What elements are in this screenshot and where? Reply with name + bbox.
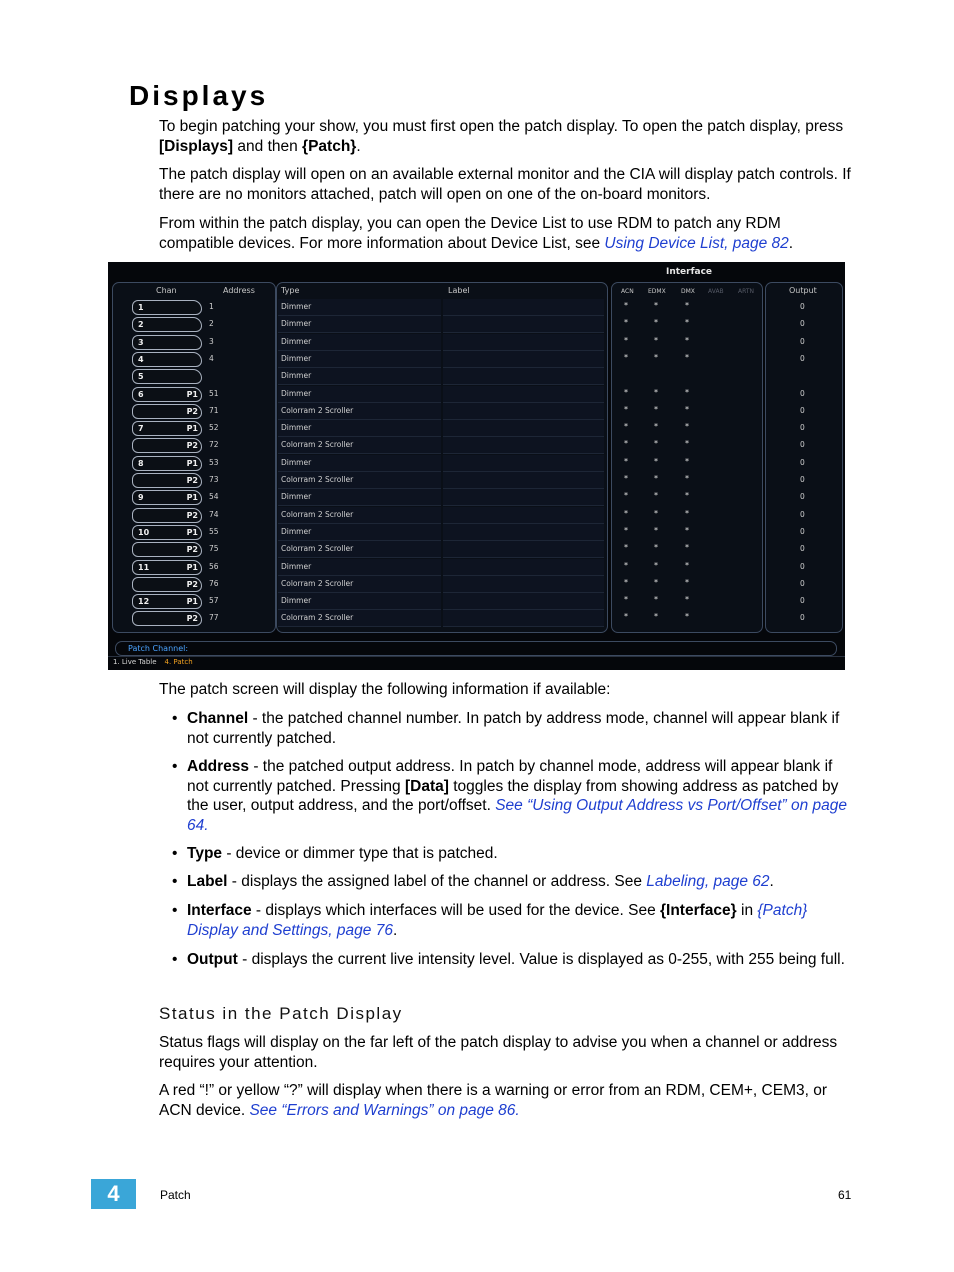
output-cell: 0	[800, 475, 805, 484]
port-label: P2	[186, 441, 198, 451]
channel-number: 12	[138, 597, 150, 607]
channel-number: 7	[138, 424, 144, 434]
address-cell: 54	[209, 492, 219, 502]
interface-flag: *	[654, 543, 658, 553]
type-cell: Colorram 2 Scroller	[281, 613, 354, 623]
address-cell: 77	[209, 613, 219, 623]
channel-number: 10	[138, 527, 150, 537]
label-cell[interactable]	[443, 507, 604, 524]
address-cell: 72	[209, 440, 219, 450]
address-cell: 75	[209, 544, 219, 554]
label-cell[interactable]	[443, 472, 604, 489]
label-header[interactable]: Label	[448, 286, 470, 295]
port-label: P2	[186, 406, 198, 416]
output-address-link[interactable]: See “Using Output Address vs Port/Offset” on page 64.	[187, 797, 847, 834]
interface-flag: *	[624, 560, 628, 570]
label-cell[interactable]	[443, 316, 604, 333]
type-cell: Dimmer	[281, 526, 312, 536]
tab-live-table[interactable]: 1. Live Table	[113, 658, 157, 666]
table-row[interactable]	[108, 576, 845, 593]
label-cell[interactable]	[443, 559, 604, 576]
label-cell[interactable]	[443, 420, 604, 437]
interface-flag: *	[654, 404, 658, 414]
table-row[interactable]	[108, 489, 845, 506]
address-cell: 71	[209, 405, 219, 415]
intro-paragraph-2: The patch display will open on an available external monitor and the CIA will display patch controls. If there are no monitors attached, patch will open on one of the on-board monitors.	[159, 166, 851, 203]
channel-button[interactable]	[132, 369, 202, 384]
interface-flag: *	[654, 301, 658, 310]
output-cell: 0	[800, 526, 805, 536]
channel-button[interactable]	[132, 508, 202, 523]
label-cell[interactable]	[443, 455, 604, 472]
port-label: P1	[186, 493, 198, 503]
patch-rows	[108, 262, 845, 670]
address-cell: 57	[209, 596, 219, 606]
channel-button[interactable]	[132, 594, 202, 609]
output-cell: 0	[800, 388, 805, 398]
interface-flag: *	[654, 612, 658, 622]
address-cell: 3	[209, 336, 214, 346]
interface-flag: *	[624, 543, 628, 553]
intro-paragraph-1: To begin patching your show, you must first open the patch display. To open the patch display, press [Displays] and then {Patch}.	[159, 118, 844, 155]
interface-flag: *	[654, 422, 658, 432]
label-cell[interactable]	[443, 524, 604, 541]
channel-button[interactable]	[132, 300, 202, 315]
interface-flag: *	[685, 508, 689, 518]
address-cell: 55	[209, 526, 219, 536]
type-cell: Colorram 2 Scroller	[281, 509, 354, 519]
chan-header[interactable]: Chan	[156, 286, 177, 295]
label-cell[interactable]	[443, 576, 604, 593]
interface-flag: *	[685, 335, 689, 345]
output-cell: 0	[800, 492, 805, 502]
channel-button[interactable]	[132, 438, 202, 453]
type-cell: Colorram 2 Scroller	[281, 440, 354, 450]
output-cell: 0	[800, 319, 805, 329]
interface-flag: *	[624, 456, 628, 466]
bullet-type: • Type - device or dimmer type that is patched.	[172, 845, 498, 862]
address-cell: 73	[209, 475, 219, 484]
address-header[interactable]: Address	[223, 286, 255, 295]
type-cell: Colorram 2 Scroller	[281, 544, 354, 554]
channel-button[interactable]	[132, 421, 202, 436]
channel-button[interactable]	[132, 542, 202, 557]
port-label: P2	[186, 510, 198, 520]
errors-warnings-link[interactable]: See “Errors and Warnings” on page 86.	[249, 1101, 520, 1119]
label-cell[interactable]	[443, 593, 604, 610]
edmx-header[interactable]: EDMX	[648, 288, 666, 295]
interface-flag: *	[685, 595, 689, 605]
interface-flag: *	[654, 491, 658, 501]
channel-button[interactable]	[132, 577, 202, 592]
interface-flag: *	[685, 352, 689, 362]
port-label: P1	[186, 424, 198, 434]
channel-number: 9	[138, 493, 144, 503]
table-row[interactable]	[108, 524, 845, 541]
interface-flag: *	[685, 439, 689, 449]
interface-flag: *	[685, 422, 689, 432]
label-cell[interactable]	[443, 541, 604, 558]
table-row[interactable]	[108, 368, 845, 385]
table-row[interactable]	[108, 437, 845, 454]
type-cell: Dimmer	[281, 319, 312, 329]
port-label: P2	[186, 476, 198, 485]
port-label: P2	[186, 579, 198, 589]
output-cell: 0	[800, 578, 805, 588]
output-cell: 0	[800, 353, 805, 363]
footer-page-number: 61	[838, 1188, 852, 1202]
bullet-label: • Label - displays the assigned label of the channel or address. See Labeling, page 62.	[172, 873, 774, 890]
table-row[interactable]	[108, 386, 845, 403]
table-row[interactable]	[108, 403, 845, 420]
output-cell: 0	[800, 405, 805, 415]
interface-flag: *	[654, 577, 658, 587]
label-cell[interactable]	[443, 610, 604, 627]
channel-button[interactable]	[132, 490, 202, 505]
interface-flag: *	[624, 404, 628, 414]
channel-number: 2	[138, 320, 144, 330]
bullet-channel: • Channel - the patched channel number. In patch by address mode, channel will appear blank if not currently patched.	[172, 710, 840, 747]
interface-flag: *	[654, 474, 658, 483]
status-paragraph-1: Status flags will display on the far left of the patch display to advise you when a channel or address requires your attention.	[159, 1034, 838, 1071]
patch-display-screenshot	[108, 262, 845, 670]
table-row[interactable]	[108, 316, 845, 333]
table-row[interactable]	[108, 420, 845, 437]
interface-flag: *	[624, 508, 628, 518]
interface-flag: *	[624, 335, 628, 345]
after-screen-text: The patch screen will display the following information if available:	[159, 681, 611, 698]
channel-number: 4	[138, 354, 144, 364]
patch-display-settings-link[interactable]: {Patch} Display and Settings, page 76	[187, 902, 808, 939]
channel-button[interactable]	[132, 525, 202, 540]
output-header[interactable]: Output	[789, 286, 817, 295]
interface-flag: *	[654, 318, 658, 328]
command-line[interactable]	[115, 641, 837, 656]
address-cell: 53	[209, 457, 219, 467]
label-cell[interactable]	[443, 489, 604, 506]
tab-patch[interactable]: 4. Patch	[164, 658, 193, 666]
status-paragraph-2: A red “!” or yellow “?” will display when there is a warning or error from an RDM, CEM+, CEM3, or ACN device. See “Errors and Warnings” on page 86.	[159, 1082, 827, 1119]
label-cell[interactable]	[443, 437, 604, 454]
label-cell[interactable]	[443, 368, 604, 385]
channel-number: 1	[138, 303, 144, 312]
output-cell: 0	[800, 423, 805, 433]
interface-flag: *	[685, 301, 689, 310]
address-cell: 76	[209, 578, 219, 588]
interface-flag: *	[624, 352, 628, 362]
tab-bar	[113, 658, 193, 666]
address-cell: 2	[209, 319, 214, 329]
status-heading: Status in the Patch Display	[159, 1004, 403, 1023]
interface-flag: *	[654, 456, 658, 466]
port-label: P2	[186, 614, 198, 624]
interface-flag: *	[624, 612, 628, 622]
interface-flag: *	[685, 543, 689, 553]
output-cell: 0	[800, 336, 805, 346]
device-list-link[interactable]: Using Device List, page 82	[604, 234, 789, 252]
interface-flag: *	[654, 508, 658, 518]
channel-number: 8	[138, 458, 144, 468]
interface-flag: *	[624, 474, 628, 483]
output-cell: 0	[800, 613, 805, 623]
output-cell: 0	[800, 544, 805, 554]
channel-button[interactable]	[132, 352, 202, 367]
label-cell[interactable]	[443, 386, 604, 403]
channel-button[interactable]	[132, 387, 202, 402]
interface-flag: *	[624, 491, 628, 501]
interface-flag: *	[685, 525, 689, 535]
type-cell: Colorram 2 Scroller	[281, 405, 354, 415]
chapter-number-badge: 4	[91, 1179, 136, 1209]
label-cell[interactable]	[443, 403, 604, 420]
avab-header[interactable]: AVAB	[708, 288, 724, 295]
interface-flag: *	[685, 404, 689, 414]
channel-button[interactable]	[132, 317, 202, 332]
address-cell: 56	[209, 561, 219, 571]
table-row[interactable]	[108, 472, 845, 489]
interface-flag: *	[624, 301, 628, 310]
label-cell[interactable]	[443, 299, 604, 316]
channel-button[interactable]	[132, 560, 202, 575]
type-cell: Colorram 2 Scroller	[281, 578, 354, 588]
bullet-interface: • Interface - displays which interfaces will be used for the device. See {Interface} in {Patch} Display and Settings, page 76.	[172, 902, 808, 939]
interface-flag: *	[654, 352, 658, 362]
interface-flag: *	[685, 491, 689, 501]
type-header[interactable]: Type	[281, 286, 300, 295]
command-line-text: Patch Channel:	[128, 644, 189, 653]
interface-flag: *	[685, 456, 689, 466]
port-label: P1	[186, 527, 198, 537]
channel-button[interactable]	[132, 456, 202, 471]
address-cell: 52	[209, 423, 219, 433]
address-cell: 4	[209, 353, 214, 363]
type-cell: Dimmer	[281, 336, 312, 346]
table-row[interactable]	[108, 351, 845, 368]
interface-flag: *	[685, 318, 689, 328]
interface-flag: *	[624, 387, 628, 397]
interface-flag: *	[624, 577, 628, 587]
page-title: Displays	[129, 80, 269, 111]
interface-flag: *	[654, 439, 658, 449]
interface-flag: *	[624, 422, 628, 432]
type-cell: Dimmer	[281, 457, 312, 467]
table-row[interactable]	[108, 455, 845, 472]
table-row[interactable]	[108, 610, 845, 627]
output-cell: 0	[800, 561, 805, 571]
acn-header[interactable]: ACN	[621, 288, 634, 295]
type-cell: Dimmer	[281, 492, 312, 502]
address-cell: 74	[209, 509, 219, 519]
address-cell: 1	[209, 302, 214, 311]
interface-flag: *	[685, 577, 689, 587]
interface-flag: *	[685, 612, 689, 622]
channel-button[interactable]	[132, 611, 202, 626]
type-cell: Dimmer	[281, 302, 312, 311]
port-label: P1	[186, 597, 198, 607]
port-label: P1	[186, 562, 198, 572]
label-cell[interactable]	[443, 351, 604, 368]
interface-flag: *	[685, 474, 689, 483]
interface-flag: *	[624, 595, 628, 605]
bullet-output: • Output - displays the current live intensity level. Value is displayed as 0-255, with 255 being full.	[172, 951, 845, 968]
channel-number: 6	[138, 389, 144, 399]
type-cell: Colorram 2 Scroller	[281, 475, 354, 484]
channel-number: 11	[138, 562, 150, 572]
interface-flag: *	[685, 387, 689, 397]
output-cell: 0	[800, 440, 805, 450]
output-cell: 0	[800, 457, 805, 467]
footer-chapter-name: Patch	[160, 1188, 191, 1202]
port-label: P1	[186, 458, 198, 468]
dmx-header[interactable]: DMX	[681, 288, 695, 295]
type-cell: Dimmer	[281, 353, 312, 363]
table-row[interactable]	[108, 559, 845, 576]
table-row[interactable]	[108, 299, 845, 316]
table-row[interactable]	[108, 507, 845, 524]
channel-number: 5	[138, 372, 144, 382]
interface-flag: *	[654, 335, 658, 345]
type-cell: Dimmer	[281, 388, 312, 398]
port-label: P2	[186, 545, 198, 555]
channel-button[interactable]	[132, 404, 202, 419]
type-cell: Dimmer	[281, 423, 312, 433]
intro-paragraph-3: From within the patch display, you can open the Device List to use RDM to patch any RDM compatible devices. For more information about Device List, see Using Device List, page 82.	[159, 215, 794, 252]
interface-flag: *	[654, 387, 658, 397]
bullet-address: • Address - the patched output address. In patch by channel mode, address will appear blank if not currently patched. Pressing [Data] toggles the display from showing address as patched by the user, output address, and the port/offset. See “Using Output Address vs Port/Offset” on page 64.	[172, 758, 847, 834]
interface-flag: *	[624, 525, 628, 535]
type-cell: Dimmer	[281, 371, 312, 381]
channel-button[interactable]	[132, 473, 202, 488]
interface-flag: *	[624, 439, 628, 449]
table-row[interactable]	[108, 593, 845, 610]
interface-flag: *	[654, 525, 658, 535]
label-cell[interactable]	[443, 334, 604, 351]
address-cell: 51	[209, 388, 219, 398]
labeling-link[interactable]: Labeling, page 62	[646, 873, 770, 890]
channel-number: 3	[138, 337, 144, 347]
interface-title: Interface	[666, 267, 713, 277]
artn-header[interactable]: ARTN	[738, 288, 754, 295]
channel-button[interactable]	[132, 335, 202, 350]
tab-divider	[108, 656, 845, 657]
table-row[interactable]	[108, 541, 845, 558]
output-cell: 0	[800, 509, 805, 519]
interface-flag: *	[685, 560, 689, 570]
port-label: P1	[186, 389, 198, 399]
type-cell: Dimmer	[281, 596, 312, 606]
interface-flag: *	[654, 595, 658, 605]
type-cell: Dimmer	[281, 561, 312, 571]
interface-flag: *	[624, 318, 628, 328]
interface-flag: *	[654, 560, 658, 570]
output-cell: 0	[800, 302, 805, 311]
table-row[interactable]	[108, 334, 845, 351]
output-cell: 0	[800, 596, 805, 606]
